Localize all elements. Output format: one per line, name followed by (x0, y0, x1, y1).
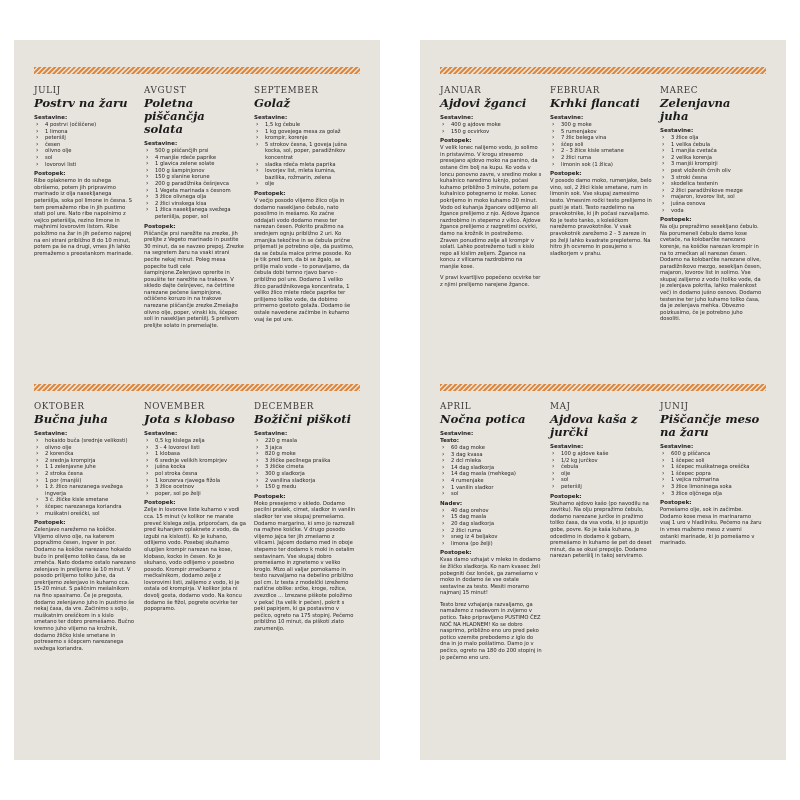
ingredient-item: › česen (34, 142, 136, 149)
ingredient-item: › hokaido buča (srednje velikosti) (34, 438, 136, 445)
ingredient-item: › 2 velika korenja (660, 155, 762, 162)
ingredient-item: › 820 g moke (254, 451, 356, 458)
ingredient-item: › pol stroka česna (144, 471, 246, 478)
ingredient-item: › 1 klobasa (144, 451, 246, 458)
ingredient-list (660, 451, 762, 497)
section-label: Postopek: (660, 217, 692, 224)
ingredient-item: › 1 Vegeta marinada s česnom (144, 188, 246, 195)
section-label: Sestavine: (34, 115, 68, 121)
recipe-card (550, 86, 652, 262)
ingredient-item: › 2 stroka česna (34, 471, 136, 478)
ingredient-item: › 4 postrvi (očiščene) (34, 122, 136, 129)
ingredient-item: › 7 žlic belega vina (550, 135, 652, 142)
recipe-card (144, 86, 246, 334)
recipe-title: Ajdova kaša z jurčki (550, 412, 638, 439)
recipe-title: Poletna piščančja solata (144, 96, 205, 136)
ingredient-item: › 1 limona (34, 129, 136, 136)
month-label: SEPTEMBER (254, 86, 319, 96)
ingredient-item: › 1 vanilin sladkor (440, 485, 542, 492)
ingredient-item: › sneg iz 4 beljakov (440, 534, 542, 541)
recipe-card (660, 402, 762, 552)
recipe-card (254, 86, 356, 328)
ingredient-item: › peteršilj (34, 135, 136, 142)
ingredient-item: › 2 - 3 žlice kisle smetane (550, 148, 652, 155)
ingredient-item: › 4 rumenjake (440, 478, 542, 485)
ingredient-item: › krompir, korenje (254, 135, 356, 142)
section-label: Postopek: (440, 138, 472, 145)
section-label: Postopek: (144, 223, 176, 230)
ingredient-item: › 1 manjša cvetača (660, 148, 762, 155)
ingredient-item: › 150 g ocvirkov (440, 129, 542, 136)
ingredient-item: › 2 korenčka (34, 451, 136, 458)
ingredient-list (660, 135, 762, 214)
ingredient-list (440, 445, 542, 498)
ingredient-item: › 2 žlici ruma (440, 528, 542, 535)
ingredient-list (34, 122, 136, 168)
recipe-title: Postrv na žaru (34, 96, 128, 110)
section-label: Sestavine: (660, 444, 694, 450)
instructions-text: Zelenjavo narežemo na koščke. Vlijemo olivno olje, na katerem popražimo česen, ingver in por. Dodamo na koščke narezano hokaido bučo in prelijemo toliko časa, da se zmehča. Nato dodamo ostalo narezano zelenjavo in prelijemo še 10 minut. V posodo prilijemo toliko juhe, da prekrijemo zelenjavo in kuhamo cca. 15-20 minut. S paličnim mešalnikom na fino spasiramo. Če je pregosta, dodamo zelenjavno juho in pustimo še nekaj časa, da vre. Začinimo s soljo, muškatnim oreščkom in s kislo smetano ter dobro premešamo. Bučno kremno juho vlijemo na krožnik, dodamo žličko kisle smetane in potresemo s ščepcem narezanega svežega koriandra. (34, 527, 136, 652)
section-label: Sestavine: (660, 128, 694, 134)
ingredient-item: › muškatni oreščki, sol (34, 511, 136, 518)
ingredient-item: › 2 dcl mleka (440, 458, 542, 465)
recipe-card (34, 86, 136, 262)
ingredient-item: › 6 srednje velikih krompirjev (144, 458, 246, 465)
ingredient-item: › 1,5 kg čebule (254, 122, 356, 129)
top-stripe (440, 67, 766, 74)
ingredient-item: › 150 g slanine korune (144, 174, 246, 181)
ingredient-item: › 220 g masla (254, 438, 356, 445)
instructions-text: Piščančje prsi narežite na zrezke, jih prelijte z Vegeto marinado in pustite 30 minut, da se navzeo prepoj. Zrezke na segretem žaru na vsaki strani pecite nekaj minut. Poleg mesa popecite tudi cele šampinjone.Zelenjavo oprerite in posušite ter narežite na trakove. V skledo dajte češnjevec, na četrtine narezane pečene šampinjone, očiščeno koruzo in na trakove narezane piščančje zrezke.Zmešajte olivno olje, poper, vinski kis, ščepec soli in nasekljan peteršilj. S prelivom prelijte solato in premešajte. (144, 230, 244, 329)
ingredient-item: › 1 kg govejega mesa za golaž (254, 129, 356, 136)
ingredient-item: › 200 g paradižnika češnjevca (144, 181, 246, 188)
month-label: OKTOBER (34, 402, 85, 412)
instructions-text: Skuhamo ajdovo kašo (po navodilu na zavitku). Na olju prepražimo čebulo, dodamo narezane jurčke in pražimo toliko časa, da vsa voda, ki jo spustijo gobe, povre. Ko je kaša kuhana, jo odcedimo in dodamo k gobam, premešamo in kuhamo še pet do deset minut, da se okusi prepojijo. Dodamo narezan peteršilj in takoj serviramo. (550, 500, 652, 560)
recipe-title: Nočna potica (440, 412, 526, 426)
ingredient-item: › 3 manjši krompirji (660, 161, 762, 168)
ingredient-list (550, 451, 652, 491)
middle-stripe (34, 384, 360, 391)
section-label: Sestavine: (144, 141, 178, 147)
ingredient-item: › skodelica testenin (660, 181, 762, 188)
ingredient-item: › 2 vanilina sladkorja (254, 478, 356, 485)
recipe-card (144, 402, 246, 618)
ingredient-item: › olje (550, 471, 652, 478)
section-label: Sestavine: (550, 444, 584, 450)
ingredient-item: › 3 - 4 lovorovi listi (144, 445, 246, 452)
ingredient-list (34, 438, 136, 517)
ingredient-item: › 1 1 zelenjavne juhe (34, 464, 136, 471)
ingredient-item: › 3 žlice olivnega olja (144, 194, 246, 201)
top-stripe (34, 67, 360, 74)
ingredient-item: › 3 žlice limoninega soka (660, 484, 762, 491)
middle-stripe (440, 384, 766, 391)
ingredient-item: › olivno olje (34, 445, 136, 452)
month-label: NOVEMBER (144, 402, 205, 412)
ingredient-item: › 600 g piščanca (660, 451, 762, 458)
month-label: AVGUST (144, 86, 187, 96)
ingredient-item: › 2 žlici vinskega kisa (144, 201, 246, 208)
ingredient-item: › 0,5 kg kislega zelja (144, 438, 246, 445)
ingredient-item: › 100 g šampinjonov (144, 168, 246, 175)
month-label: MAJ (550, 402, 571, 412)
ingredient-item: › lovorovi listi (34, 162, 136, 169)
month-label: APRIL (440, 402, 472, 412)
recipe-card (34, 402, 136, 657)
ingredient-item: › sol (550, 477, 652, 484)
ingredient-list (144, 438, 246, 497)
ingredient-item: › 3 žličke pecilnega praška (254, 458, 356, 465)
recipe-title: Piščančje meso na žaru (660, 412, 760, 439)
ingredient-item: › 15 dag masla (440, 514, 542, 521)
ingredient-item: › 1 por (manjši) (34, 478, 136, 485)
ingredient-list (440, 508, 542, 548)
recipe-title: Zelenjavna juha (660, 96, 731, 123)
ingredient-item: › sol (440, 491, 542, 498)
instructions-text: V večjo posodo vlijemo žlico olja in dodamo nasekljano čebulo, nato posolimo in mešamo. Ko začne oddajati vodo dodamo meso ter narezan česen. Pokrito pražimo na srednjem ognju približno 2 uri. Ko zmanjka tekočine in se čebula prične prijemati je potrebno olje, da pustimo, da se čebula malce prime posode. Ko je tik pred tem, da bi se žgalo, se prilije malo vode - to ponavljamo, da čebula dobi temno rjavo barvo - približno pol ure. Dodamo 1 veliko žlico paradižnikovega koncentrata, 1 veliko žlico mlete rdeče paprike ter prilijemo toliko vode, da dobimo primerno gostoto golaža. Dodamo še ostale navedene začimbe in kuhamo vsaj še pol ure. (254, 197, 354, 323)
ingredient-list (254, 438, 356, 491)
ingredient-item: › 5 strokov česna, 1 goveja jušna kocka, sol, poper, paradižnikov koncentrat (254, 142, 356, 162)
section-label: Postopek: (34, 520, 66, 527)
ingredient-list (144, 148, 246, 221)
left-page (14, 40, 380, 760)
ingredient-item: › 4 manjše rdeče paprike (144, 155, 246, 162)
section-label: Postopek: (34, 171, 66, 178)
ingredient-item: › 3 žlice olja (660, 135, 762, 142)
recipe-title: Krhki flancati (550, 96, 640, 110)
ingredient-item: › ščep soli (550, 142, 652, 149)
instructions-text: V pravi kvartljivo popečeno ocvirke ter z njimi prelijemo narejene žgance. (440, 275, 541, 289)
ingredient-item: › limona (po želji) (440, 541, 542, 548)
ingredient-item: › 3 žličke cimeta (254, 464, 356, 471)
ingredient-item: › 3 č. žličke kisle smetane (34, 497, 136, 504)
ingredient-item: › olivno olje (34, 148, 136, 155)
ingredient-list (550, 122, 652, 168)
section-label: Postopek: (254, 190, 286, 197)
ingredient-item: › sladka rdeča mleta paprika (254, 162, 356, 169)
ingredient-item: › limonin sok (1 žlica) (550, 162, 652, 169)
ingredient-item: › 150 g medu (254, 484, 356, 491)
section-label: Sestavine: (440, 115, 474, 121)
ingredient-item: › 14 dag masla (mehkega) (440, 471, 542, 478)
ingredient-item: › 300 g sladkorja (254, 471, 356, 478)
ingredient-item: › 1 ščepec soli (660, 458, 762, 465)
ingredient-item: › 1/2 kg jurčkov (550, 458, 652, 465)
ingredient-item: › 1 konzerva rjavega fižola (144, 478, 246, 485)
ingredient-item: › peteršilj (550, 484, 652, 491)
ingredient-item: › 14 dag sladkorja (440, 465, 542, 472)
section-label: Postopek: (550, 493, 582, 500)
section-label: Postopek: (440, 550, 472, 557)
recipe-card (254, 402, 356, 638)
ingredient-item: › 2 žlici ruma (550, 155, 652, 162)
instructions-text: Pomešamo olje, sok in začimbe. Dodamo kose mesa in marinaramo vsaj 1 uro v hladilniku. Pečemo na žaru in vmes mažemo meso z vsemi ostanki marinade, ki jo pomešamo v marinado. (660, 507, 762, 547)
instructions-text: Testo brez vzhajanja razvaljamo, ga namažemo z nadevom in zvijemo v potico. Tako pripravljeno PUSTIMO ČEZ NOČ NA HLADNEM! Ko se dobro nasprimo, približno eno uro pred peko potico vzemite prebodemo z iglo do dna in jo malo pošlatimo. Damo jo v pečico, ogreto na 180 do 200 stopinj in jo pečemo eno uro. (440, 601, 542, 661)
ingredient-item: › 2 srednja krompirja (34, 458, 136, 465)
instructions-text: Zelje in lovorove liste kuhamo v vodi cca. 15 minut (v kolikor ne marate preveč kislega zelja, priporočam, da ga pred kuhanjem oplaknete z vodo, da izgubi na kislosti). Ko je kuhano, odlijemo vodo. Posebej skuhamo olupljen krompir narezan na kose, klobaso, kocko in česen. Ko je skuhano, vodo odlijemo v posebno posodo. Krompir zmečkamo z mečkalnikom, dodamo zelje z lovorovimi listi, zalijemo z vodo, ki je ostala od krompirja. V kolikor jota ni dovolj gosta, dodamo vodo. Na koncu dodamo še fižol, pogrete ocvirke ter popopramo. (144, 507, 246, 613)
ingredient-item: › olje (254, 181, 356, 188)
instructions-text: Na olju prepražimo sesekljano čebulo. Na porumeneli čebulo damo kose cvetače, na kolobarčke narezano korenje, na koščke narezan krompir in na to zmečkan ali narezan česen. Dodamo na kolobarčke narezane olive, paradižnikovo mezgo, sesekljan česen, majaron, lovorov list in solimo. Vse skupaj zalijemo z vodo (toliko vode, da je zelenjava pokrita, lahko malenkost več) in dodamo jušno osnovo. Dodamo testenine ter juho kuhamo toliko časa, da je zelenjava mehka. Obvezno poizkusimo, če je potrebno juho dosoliti. (660, 224, 762, 323)
section-label: Postopek: (550, 171, 582, 178)
ingredient-item: › poper, sol po želji (144, 491, 246, 498)
ingredient-item: › sol (34, 155, 136, 162)
ingredient-item: › 2 žlici paradižnikove mezge (660, 188, 762, 195)
ingredient-item: › 3 dag kvasa (440, 452, 542, 459)
ingredient-item: › pest vloženih črnih oliv (660, 168, 762, 175)
ingredient-item: › 3 žlice ocetnov (144, 484, 246, 491)
recipe-title: Bučna juha (34, 412, 108, 426)
month-label: FEBRUAR (550, 86, 600, 96)
instructions-text: Moko presejemo v skledo. Dodamo pecilni prašek, cimet, sladkor in vanilin sladkor ter vse skupaj premešamo. Dodamo margarino, ki smo jo razrezali na majhne koščke. V drugo posodo vlijemo jajca ter jih zmešamo z vilicami. Jajcem dodamo med in oboje stepemo ter dodamo k moki in ostalim sestavinam. Vse skupaj dobro premešamo in zgnetemo v veliko kroglo. Mizo ali valjar pomokamo in testo razvaljamo na debelino približno pol cm. Iz testa z modelčki izrežemo različne oblike: srčke, kroge, rožice, zvezdice ... Izrezane piškote položimo v pekač (ta velik ir pečen), pokrit s peki papirjem, ki ga postavimo v pečico, ogreto na 175 stopinj. Pečemo približno 10 minut, da piškoti zlato zarumenijo. (254, 500, 356, 633)
ingredient-item: › 1 ž. žlico narezanega svežega ingverja (34, 484, 136, 497)
recipe-card (440, 86, 542, 294)
ingredient-item: › 3 žlice oljčnega olja (660, 491, 762, 498)
ingredient-item: › jušna kocka (144, 464, 246, 471)
instructions-text: Kvas damo vzhajat v mleko in dodamo še žličko sladkorja. Ko nam kvasec želi pobegniti čez lonček, ga zamešamo v moko in dodamo še vse ostale sestavine za testo. Mesiti moramo najmanj 15 minut! (440, 557, 541, 597)
instructions-text: V velik lonec nalijemo vodo, jo solimo in pristavimo. V krogu stresemo presejano ajdovo moko na panino, da ostane čim bolj na kupu. Ko voda v loncu ponovno zavre, v sredino moke s kuhalnico naredimo luknjo, počasi kuhamo približno 3 minute, potem pa kuhalnico potegnemo iz moke. Lonec pokrijemo in moko kuhamo 20 minut. Vodo od kuhanja žgancev odlijemo ali žgance prelijemo z njo. Ajdove žgance razdrobimo in stepemo z vilico. Ajdove žgance prelijemo z razgretimi ocvirki, damo na krožnik in postrežemo. Zraven ponudimo zelje ali krompir v solati. Lahko postrežemo tudi s kislo repo ali kislim zeljem. Žgance na koncu z vilicama razdrobimo na manjše kose. (440, 145, 542, 270)
ingredient-item: › 5 rumenjakov (550, 129, 652, 136)
recipe-title: Ajdovi žganci (440, 96, 527, 110)
section-label: Sestavine: (440, 431, 474, 437)
ingredient-item: › 40 dag orehov (440, 508, 542, 515)
section-label: Sestavine: (34, 431, 68, 437)
section-label: Sestavine: (254, 431, 288, 437)
recipe-title: Božični piškoti (254, 412, 352, 426)
section-label: Sestavine: (254, 115, 288, 121)
ingredient-item: › 1 ščepec muškatnega oreščka (660, 464, 762, 471)
ingredient-item: › 400 g ajdove moke (440, 122, 542, 129)
section-label: Sestavine: (550, 115, 584, 121)
ingredient-item: › 1 velika čebula (660, 142, 762, 149)
ingredient-item: › 3 jajca (254, 445, 356, 452)
section-label: Postopek: (144, 500, 176, 507)
ingredient-item: › 100 g ajdove kaše (550, 451, 652, 458)
month-label: JUNIJ (660, 402, 689, 412)
ingredient-item: › voda (660, 208, 762, 215)
ingredient-item: › 60 dag moke (440, 445, 542, 452)
recipe-card (440, 402, 542, 666)
instructions-text: V posodo damo moko, rumenjake, belo vino, sol, 2 žlici kisle smetane, rum in limonin sok. Vse skupaj zamesimo testo. Vmesnim ročki testo prelijemo in pusti je stati. Testo razdelimo na pravokotnike, ki jih počasi razvaljamo. Ko je testo tanko, s koleščkom narežemo pravokotnike. V vsak pravokotnik zarežemo 2 - 3 zareze in po želji lahko kvadrate prepletemo. Na hitro jih ocvremo in posujemo s sladkorjem v prahu. (550, 178, 652, 257)
section-label: Postopek: (660, 500, 692, 507)
ingredient-item: › majaron, lovorov list, sol (660, 194, 762, 201)
instructions-text: Ribe oplaknemo in do suhega obrišemo, potem jih pripravimo marinado iz olja nasekljanega peteršilja, soka pol limone in česna. S tem premažemo ribe in jih pustimo stati pol ure. Nato ribe napolnimo z vejico peteršilja, rezino limone in majhnimi lovorovim listom. Ribe položimo na žar in jih pečemo najprej na eni strani približno 8 do 10 minut, potem pa še na drugi, vmes jih lahko premažemo s preostankom marinade. (34, 178, 133, 257)
ingredient-item: › ščepec narezanega koriandra (34, 504, 136, 511)
ingredient-item: › jušna osnova (660, 201, 762, 208)
ingredient-item: › 1 žlica nasekljanega svežega peteršilja, poper, sol (144, 207, 246, 220)
recipe-title: Jota s klobaso (144, 412, 235, 426)
ingredient-item: › 300 g moke (550, 122, 652, 129)
recipe-card (660, 86, 762, 328)
recipe-card (550, 402, 652, 565)
ingredient-item: › 3 stroki česna (660, 175, 762, 182)
ingredient-item: › 1 vejica rožmarina (660, 477, 762, 484)
ingredient-item: › 1 ščepec popra (660, 471, 762, 478)
ingredient-item: › 20 dag sladkorja (440, 521, 542, 528)
section-label: Sestavine: (144, 431, 178, 437)
ingredient-item: › čebula (550, 464, 652, 471)
section-label: Nadev: (440, 500, 463, 507)
month-label: DECEMBER (254, 402, 314, 412)
ingredient-item: › 1 glavica zelene solate (144, 161, 246, 168)
recipe-title: Golaž (254, 96, 291, 110)
ingredient-list (254, 122, 356, 188)
section-label: Testo: (440, 438, 459, 444)
month-label: MAREC (660, 86, 699, 96)
section-label: Postopek: (254, 493, 286, 500)
ingredient-list (440, 122, 542, 135)
right-page (420, 40, 786, 760)
month-label: JANUAR (440, 86, 482, 96)
ingredient-item: › lovorjev list, mleta kumina, bazilika, rožmarin, zelena (254, 168, 356, 181)
month-label: JULIJ (34, 86, 61, 96)
ingredient-item: › 500 g piščančjih prsi (144, 148, 246, 155)
